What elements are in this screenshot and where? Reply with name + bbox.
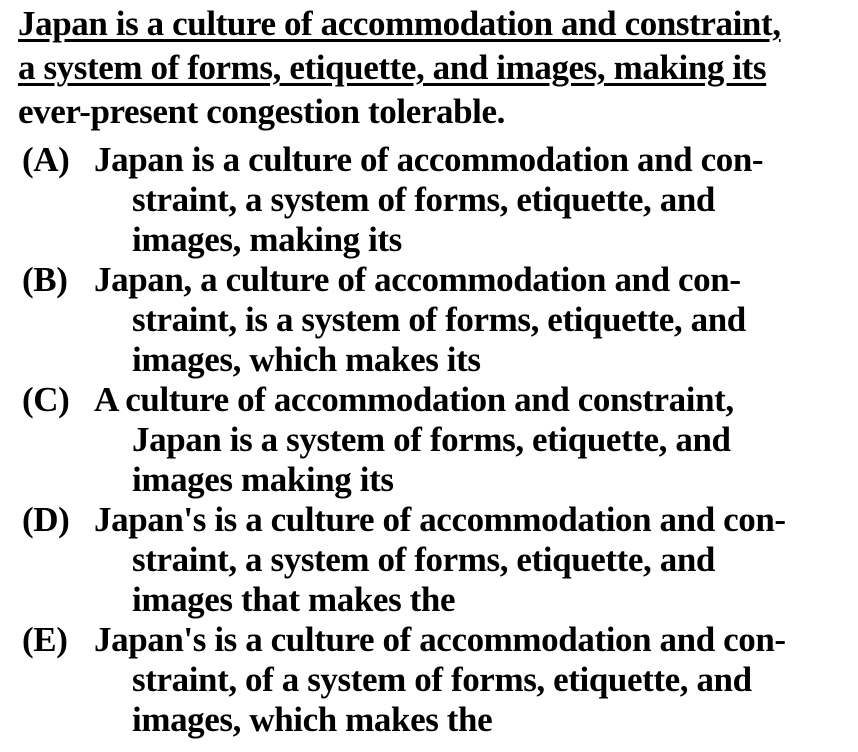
choice-e[interactable] [22, 620, 852, 740]
choice-c[interactable] [22, 380, 852, 500]
choice-line: Japan's is a culture of accommodation and con- [94, 500, 786, 539]
choice-letter: (D) [22, 500, 70, 539]
choice-text [94, 140, 852, 260]
choice-line: straint, is a system of forms, etiquette, and [132, 300, 746, 339]
choice-a[interactable] [22, 140, 852, 260]
choice-text [94, 620, 852, 740]
choice-letter: (E) [22, 620, 68, 659]
choice-line: images that makes the [132, 580, 456, 619]
choice-letter: (A) [22, 140, 70, 179]
choice-b[interactable] [22, 260, 852, 380]
choice-letter: (C) [22, 380, 70, 419]
choice-line: images making its [132, 460, 394, 499]
choice-text [94, 500, 852, 620]
choice-line: straint, a system of forms, etiquette, and [132, 540, 715, 579]
choice-line: images, which makes its [132, 340, 481, 379]
underlined-stem-line: a system of forms, etiquette, and images, making its [18, 48, 767, 87]
choice-line: straint, a system of forms, etiquette, and [132, 180, 715, 219]
choice-line: Japan, a culture of accommodation and con- [94, 260, 741, 299]
stem-remainder: ever-present congestion tolerable. [18, 92, 505, 131]
choice-line: A culture of accommodation and constraint, [94, 380, 734, 419]
underlined-stem-line: Japan is a culture of accommodation and constraint, [18, 4, 781, 43]
choice-line: images, which makes the [132, 700, 493, 739]
question-stem [18, 2, 848, 134]
choice-line: Japan is a culture of accommodation and con- [94, 140, 764, 179]
choice-line: images, making its [132, 220, 402, 259]
choice-line: Japan's is a culture of accommodation and con- [94, 620, 786, 659]
choice-line: Japan is a system of forms, etiquette, and [132, 420, 731, 459]
choice-line: straint, of a system of forms, etiquette, and [132, 660, 752, 699]
choice-text [94, 260, 852, 380]
choice-d[interactable] [22, 500, 852, 620]
answer-choices [22, 140, 852, 740]
choice-text [94, 380, 852, 500]
choice-letter: (B) [22, 260, 68, 299]
